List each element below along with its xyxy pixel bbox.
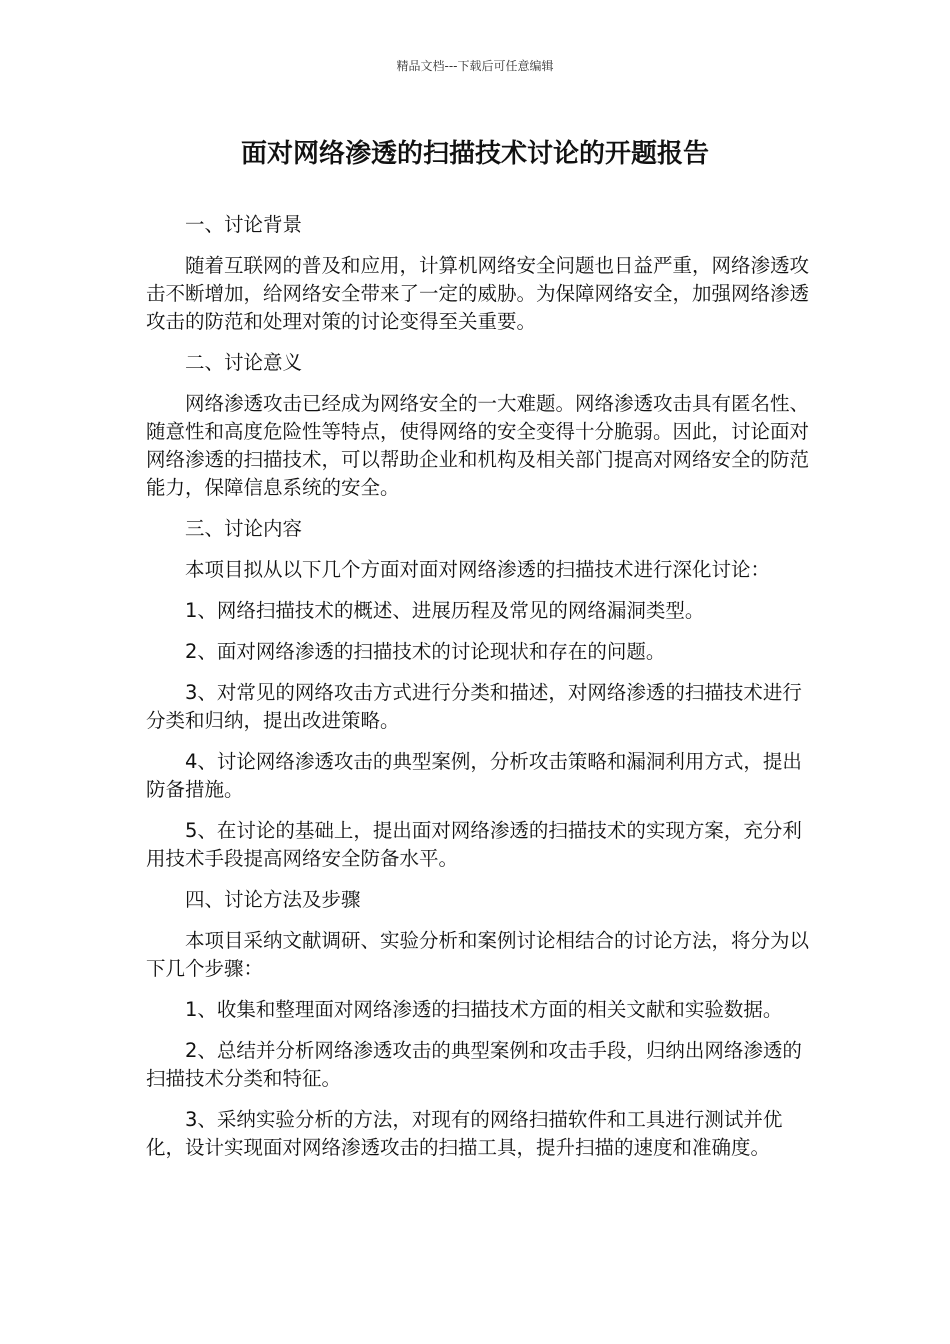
section-heading-content: 三、讨论内容 xyxy=(185,517,303,540)
list-item-content-3: 3、对常见的网络攻击方式进行分类和描述，对网络渗透的扫描技术进行分类和归纳，提出改进策略。 xyxy=(146,681,802,732)
list-item-content-2: 2、面对网络渗透的扫描技术的讨论现状和存在的问题。 xyxy=(185,640,666,663)
document-title: 面对网络渗透的扫描技术讨论的开题报告 xyxy=(240,139,709,169)
section-heading-methods: 四、讨论方法及步骤 xyxy=(185,888,361,911)
section-heading-significance: 二、讨论意义 xyxy=(185,351,303,374)
list-item-content-5: 5、在讨论的基础上，提出面对网络渗透的扫描技术的实现方案，充分利用技术手段提高网络安全防备水平。 xyxy=(146,819,802,870)
paragraph-content-intro: 本项目拟从以下几个方面对面对网络渗透的扫描技术进行深化讨论： xyxy=(185,558,771,581)
paragraph-background: 随着互联网的普及和应用，计算机网络安全问题也日益严重，网络渗透攻击不断增加，给网络安全带来了一定的威胁。为保障网络安全，加强网络渗透攻击的防范和处理对策的讨论变得至关重要。 xyxy=(146,254,810,333)
list-item-content-1: 1、网络扫描技术的概述、进展历程及常见的网络漏洞类型。 xyxy=(185,599,705,622)
list-item-content-4: 4、讨论网络渗透攻击的典型案例，分析攻击策略和漏洞利用方式，提出防备措施。 xyxy=(146,750,802,801)
list-item-step-3: 3、采纳实验分析的方法，对现有的网络扫描软件和工具进行测试并优化，设计实现面对网络渗透攻击的扫描工具，提升扫描的速度和准确度。 xyxy=(146,1108,783,1159)
list-item-step-2: 2、总结并分析网络渗透攻击的典型案例和攻击手段，归纳出网络渗透的扫描技术分类和特征。 xyxy=(146,1039,802,1090)
section-heading-background: 一、讨论背景 xyxy=(185,213,303,236)
list-item-step-1: 1、收集和整理面对网络渗透的扫描技术方面的相关文献和实验数据。 xyxy=(185,998,783,1021)
paragraph-methods-intro: 本项目采纳文献调研、实验分析和案例讨论相结合的讨论方法，将分为以下几个步骤： xyxy=(146,929,810,980)
paragraph-significance: 网络渗透攻击已经成为网络安全的一大难题。网络渗透攻击具有匿名性、随意性和高度危险性等特点，使得网络的安全变得十分脆弱。因此，讨论面对网络渗透的扫描技术，可以帮助企业和机构及相关部门提高对网络安全的防范能力，保障信息系统的安全。 xyxy=(146,392,810,499)
document-body xyxy=(146,211,816,1175)
page-header-note: 精品文档---下载后可任意编辑 xyxy=(396,59,554,73)
